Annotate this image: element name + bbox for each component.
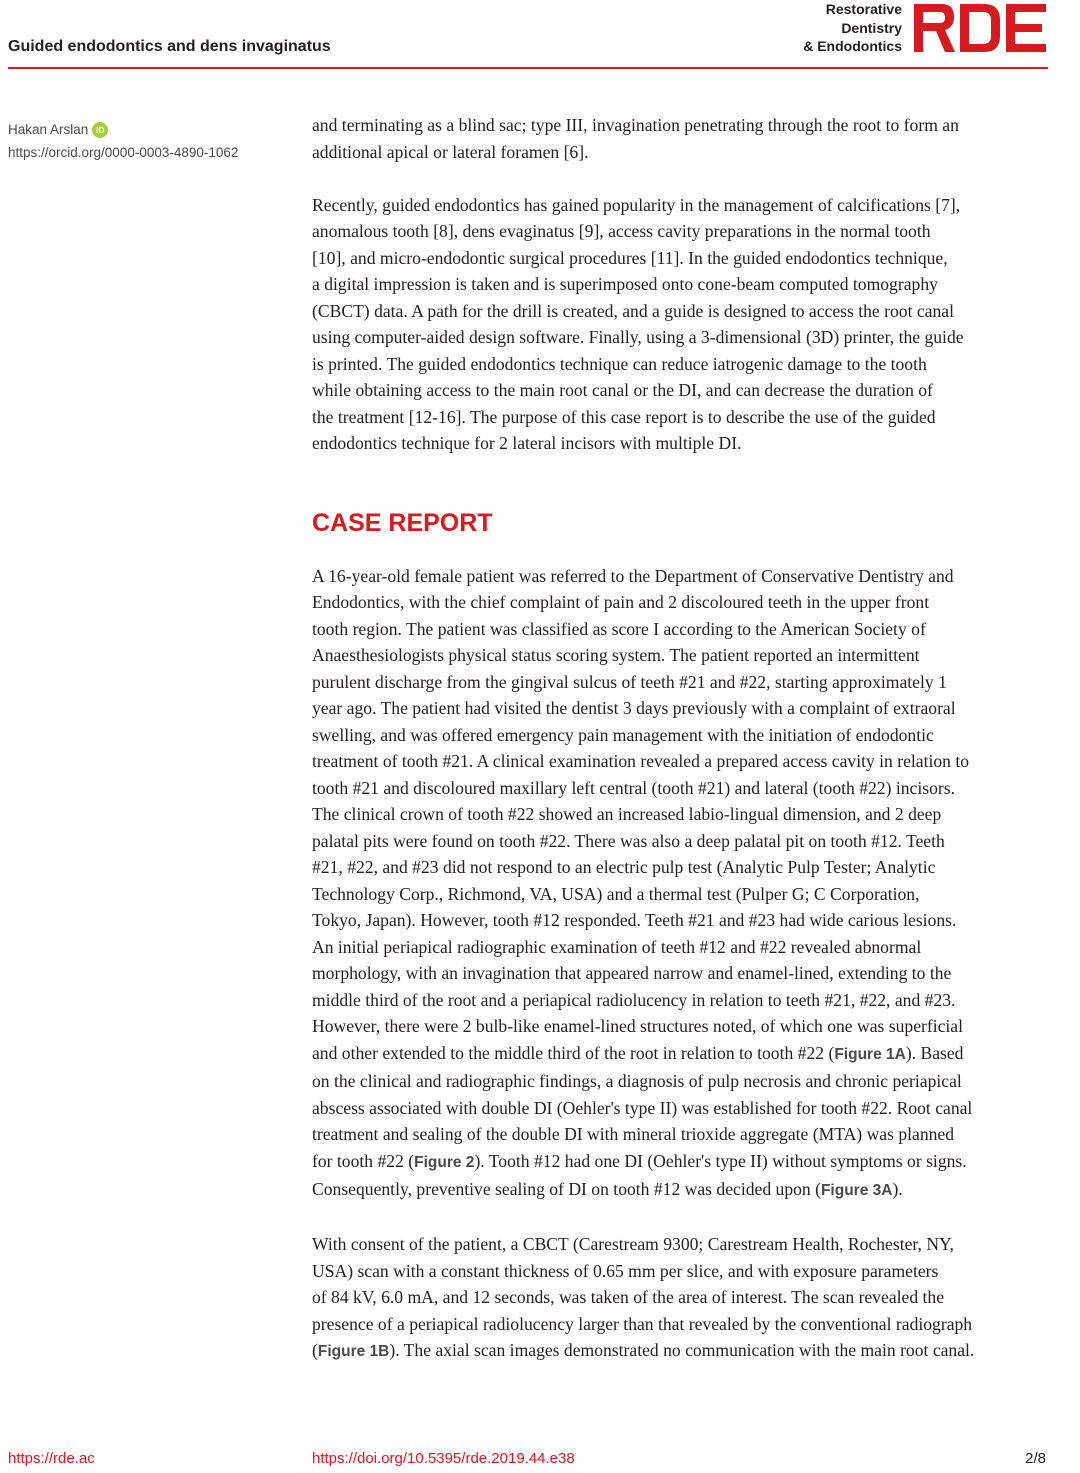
text-line: An initial periapical radiographic examination of teeth #12 and #22 revealed abnormal [312,936,922,957]
intro-section [312,112,1052,457]
journal-name [803,0,902,56]
running-title: Guided endodontics and dens invaginatus [8,38,331,55]
text-line: a digital impression is taken and is superimposed onto cone-beam computed tomography [312,274,938,294]
text-line: tooth region. The patient was classified as score I according to the American Society of [312,618,926,639]
author-name: Hakan Arslan [8,122,89,137]
header-rule [8,67,1048,69]
text-line: palatal pits were found on tooth #22. There was also a deep palatal pit on tooth #12. Teeth [312,830,945,851]
text-line: ). [892,1179,903,1199]
text-line: the treatment [12-16]. The purpose of this case report is to describe the use of the guided [312,406,936,427]
paragraph [312,1231,1052,1366]
text-line: using computer-aided design software. Finally, using a 3-dimensional (3D) printer, the guide [312,327,964,347]
text-line: Endodontics, with the chief complaint of pain and 2 discoloured teeth in the upper front [312,592,930,612]
section-heading-case-report: CASE REPORT [312,508,493,537]
text-line: on the clinical and radiographic findings, a diagnosis of pulp necrosis and chronic periapical [312,1071,962,1091]
journal-name-line-3: & Endodontics [803,38,902,54]
text-line: year ago. The patient had visited the dentist 3 days previously with a complaint of extraoral [312,698,956,718]
text-line: and terminating as a blind sac; type III, invagination penetrating through the root to form an [312,115,959,135]
text-line: swelling, and was offered emergency pain management with the initiation of endodontic [312,724,934,745]
text-line: purulent discharge from the gingival sulcus of teeth #21 and #22, starting approximately 1 [312,671,947,692]
text-line: abscess associated with double DI (Oehler's type II) was established for tooth #22. Root canal [312,1097,973,1118]
text-line: [10], and micro-endodontic surgical procedures [11]. In the guided endodontics technique, [312,247,948,268]
text-line: With consent of the patient, a CBCT (Carestream 9300; Carestream Health, Rochester, NY, [312,1234,954,1254]
rde-logo [912,2,1048,54]
text-line: #21, #22, and #23 did not respond to an electric pulp test (Analytic Pulp Tester; Analytic [312,857,936,877]
text-line: presence of a periapical radiolucency larger than that revealed by the conventional radiograph [312,1313,973,1334]
text-line: Consequently, preventive sealing of DI on tooth #12 was decided upon ( [312,1179,821,1199]
text-line: additional apical or lateral foramen [6]. [312,141,589,162]
text-line: (CBCT) data. A path for the drill is created, and a guide is designed to access the root canal [312,300,954,321]
text-line: Anaesthesiologists physical status scoring system. The patient reported an intermittent [312,645,920,665]
text-line: and other extended to the middle third of the root in relation to tooth #22 ( [312,1042,835,1063]
text-line: Technology Corp., Richmond, VA, USA) and a thermal test (Pulper G; C Corporation, [312,883,920,904]
orcid-link[interactable]: https://orcid.org/0000-0003-4890-1062 [8,145,239,160]
text-line: Recently, guided endodontics has gained popularity in the management of calcifications [7], [312,194,961,215]
doi-link[interactable]: https://doi.org/10.5395/rde.2019.44.e38 [312,1450,575,1467]
figure-reference-link[interactable]: Figure 2 [414,1153,475,1171]
text-line: The clinical crown of tooth #22 showed an increased labio-lingual dimension, and 2 deep [312,804,942,824]
text-line: ). Tooth #12 had one DI (Oehler's type II) without symptoms or signs. [474,1150,967,1171]
journal-site-link[interactable]: https://rde.ac [8,1450,95,1467]
figure-reference-link[interactable]: Figure 1B [317,1343,390,1360]
text-line: while obtaining access to the main root canal or the DI, and can decrease the duration of [312,380,933,400]
text-line: ). Based [905,1042,964,1063]
text-line: A 16-year-old female patient was referred to the Department of Conservative Dentistry and [312,565,954,586]
text-line: ( [312,1340,318,1360]
text-line: USA) scan with a constant thickness of 0.65 mm per slice, and with exposure parameters [312,1260,939,1281]
journal-name-line-1: Restorative [825,1,902,17]
text-line: ). The axial scan images demonstrated no communication with the main root canal. [389,1340,975,1360]
text-line: Tokyo, Japan). However, tooth #12 responded. Teeth #21 and #23 had wide carious lesions. [312,910,957,930]
text-line: anomalous tooth [8], dens evaginatus [9], access cavity preparations in the normal tooth [312,221,931,241]
text-line: is printed. The guided endodontics technique can reduce iatrogenic damage to the tooth [312,353,927,374]
text-line: middle third of the root and a periapical radiolucency in relation to teeth #21, #22, and #23. [312,989,956,1010]
text-line: tooth #21 and discoloured maxillary left central (tooth #21) and lateral (tooth #22) incisors. [312,777,955,798]
text-line: endodontics technique for 2 lateral incisors with multiple DI. [312,433,742,453]
paragraph [312,112,1052,165]
figure-reference-link[interactable]: Figure 3A [820,1182,893,1199]
case-report-section [312,563,1052,1366]
author-info [8,118,238,164]
text-line: treatment of tooth #21. A clinical examination revealed a prepared access cavity in relation to [312,751,970,771]
figure-reference-link[interactable]: Figure 1A [834,1045,906,1063]
text-line: treatment and sealing of the double DI with mineral trioxide aggregate (MTA) was planned [312,1124,955,1144]
text-line: morphology, with an invagination that appeared narrow and enamel-lined, extending to the [312,963,952,983]
paragraph [312,563,1052,1205]
paragraph [312,192,1052,457]
orcid-icon[interactable]: iD [92,122,108,138]
main-body-text [312,112,1052,1366]
text-line: for tooth #22 ( [312,1150,415,1171]
text-line: However, there were 2 bulb-like enamel-lined structures noted, of which one was superficial [312,1016,964,1036]
page-number: 2/8 [1025,1450,1046,1467]
journal-name-line-2: Dentistry [841,19,902,36]
text-line: of 84 kV, 6.0 mA, and 12 seconds, was taken of the area of interest. The scan revealed the [312,1287,945,1307]
